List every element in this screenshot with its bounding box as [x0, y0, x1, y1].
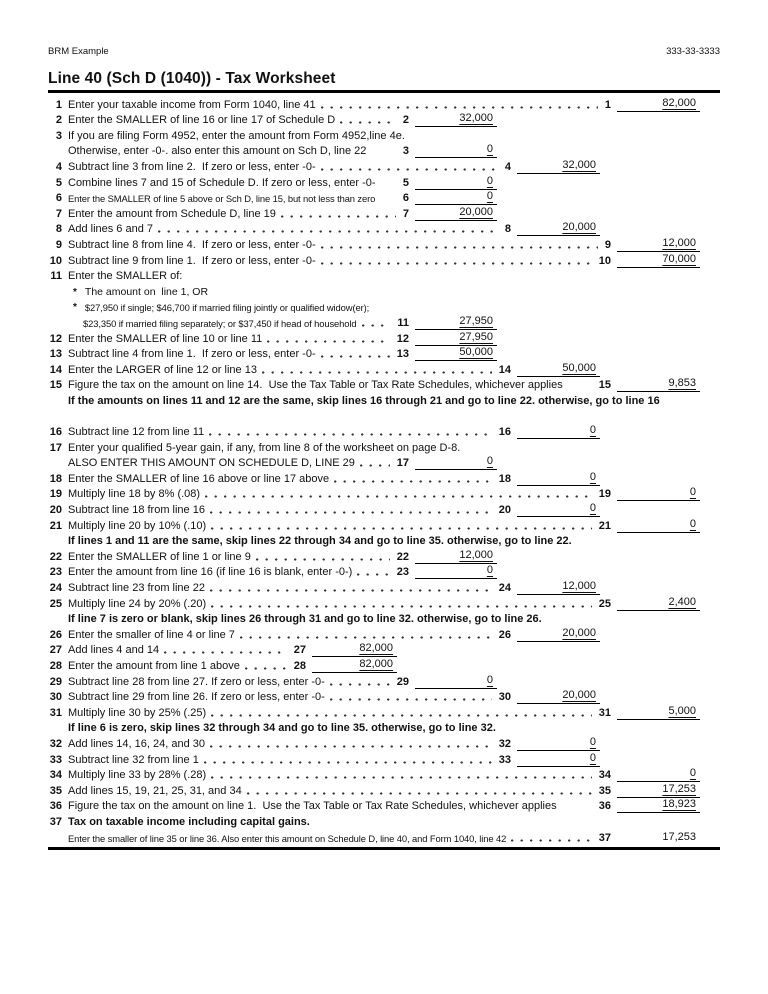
line-text: Tax on taxable income including capital gains.: [68, 815, 310, 828]
line-marker: 15: [598, 379, 611, 392]
dot-leader: [362, 324, 391, 327]
line-number: 37: [49, 815, 62, 828]
dot-leader: [360, 464, 390, 467]
amount-field: [415, 331, 497, 346]
line-text: Subtract line 12 from line 11: [68, 426, 205, 439]
worksheet-line-33: [48, 751, 720, 767]
instruction-note: [48, 720, 720, 736]
worksheet-line-32: [48, 735, 720, 751]
line-text: Subtract line 28 from line 27. If zero or less, enter -0-: [68, 675, 325, 688]
amount-field: [617, 97, 700, 112]
worksheet-line-17: [48, 439, 720, 455]
worksheet-line-16: [48, 423, 720, 439]
line-number: 26: [49, 628, 62, 641]
line-text: Enter the amount from line 1 above: [68, 659, 240, 672]
worksheet-line-12: [48, 330, 720, 346]
line-text: Multiply line 30 by 25% (.25): [68, 706, 207, 719]
worksheet-line-8: [48, 221, 720, 237]
dot-leader: [321, 246, 598, 249]
line-marker: 36: [598, 800, 611, 813]
amount-value: 20,000: [459, 205, 493, 218]
amount-field: [517, 736, 600, 751]
line-number: 35: [49, 784, 62, 797]
dot-leader: [357, 573, 389, 576]
amount-value: 0: [589, 735, 596, 748]
worksheet-line-7: [48, 205, 720, 221]
dot-leader: [245, 667, 287, 670]
dot-leader: [334, 480, 492, 483]
amount-value: 0: [689, 767, 696, 780]
dot-leader: [321, 355, 390, 358]
amount-value: 12,000: [662, 236, 696, 249]
note-text: If line 6 is zero, skip lines 32 through 34 and go to line 35. otherwise, go to line 32.: [68, 722, 496, 735]
bullet-star: *: [73, 302, 77, 314]
amount-field: [415, 175, 497, 190]
line-number: 19: [49, 488, 62, 501]
line-number: 5: [55, 176, 62, 189]
line-marker: 35: [598, 784, 611, 797]
dot-leader: [211, 776, 592, 779]
amount-value: 0: [486, 673, 493, 686]
amount-value: 27,950: [459, 330, 493, 343]
dot-leader: [164, 651, 287, 654]
dot-leader: [321, 262, 592, 265]
line-marker: 30: [498, 691, 511, 704]
worksheet-line-37: [48, 813, 720, 829]
line-text: Subtract line 4 from line 1. If zero or less, enter -0-: [68, 348, 316, 361]
line-number: 14: [49, 363, 62, 376]
amount-value: 70,000: [662, 252, 696, 265]
line-number: 32: [49, 737, 62, 750]
amount-value: 0: [589, 751, 596, 764]
amount-value: 82,000: [359, 657, 393, 670]
amount-field: [617, 783, 700, 798]
amount-value: 12,000: [562, 580, 596, 592]
amount-value: 17,253: [662, 782, 696, 795]
amount-value: 0: [486, 174, 493, 187]
line-number: 28: [49, 659, 62, 672]
line-text: ALSO ENTER THIS AMOUNT ON SCHEDULE D, LINE 29: [68, 457, 355, 470]
line-text: Add lines 14, 16, 24, and 30: [68, 737, 205, 750]
worksheet-line-1: [48, 96, 720, 112]
dot-leader: [209, 433, 492, 436]
line-text: Enter the SMALLER of line 5 above or Sch D, line 15, but not less than zero: [68, 193, 376, 205]
line-marker: 5: [402, 176, 409, 189]
amount-value: 17,253: [662, 830, 696, 843]
worksheet-line-5: [48, 174, 720, 190]
worksheet-line-10: [48, 252, 720, 268]
worksheet-line-28: [48, 657, 720, 673]
worksheet-line-30: [48, 689, 720, 705]
line-marker: 8: [504, 223, 511, 236]
line-text: Subtract line 18 from line 16: [68, 504, 205, 517]
row-spacer: [48, 408, 720, 424]
line-text: Subtract line 32 from line 1: [68, 753, 199, 766]
line-marker: 34: [598, 769, 611, 782]
line-number: 21: [49, 519, 62, 532]
line-marker: 22: [396, 550, 409, 563]
line-text: Multiply line 24 by 20% (.20): [68, 597, 207, 610]
note-text: If lines 1 and 11 are the same, skip lines 22 through 34 and go to line 35. otherwise, go to line 22.: [68, 535, 572, 548]
line-marker: 7: [402, 207, 409, 220]
line-text: If you are filing Form 4952, enter the amount from Form 4952,line 4e.: [68, 129, 405, 142]
worksheet-subline: [48, 314, 720, 330]
amount-field: [617, 831, 700, 845]
worksheet-line-3: [48, 127, 720, 143]
line-number: 16: [49, 426, 62, 439]
line-marker: 17: [396, 457, 409, 470]
worksheet-subline: [48, 283, 720, 299]
worksheet-line-24: [48, 579, 720, 595]
line-marker: 24: [498, 582, 511, 594]
amount-value: 5,000: [668, 704, 696, 717]
line-number: 12: [49, 332, 62, 345]
line-text: Enter your taxable income from Form 1040, line 41: [68, 98, 316, 111]
line-number: 29: [49, 675, 62, 688]
line-marker: 27: [293, 644, 306, 657]
note-text: If line 7 is zero or blank, skip lines 26 through 31 and go to line 32. otherwise, go to line 26.: [68, 613, 542, 626]
line-marker: 1: [604, 98, 611, 111]
line-marker: 25: [598, 597, 611, 610]
amount-value: 0: [486, 143, 493, 156]
worksheet-line-23: [48, 564, 720, 580]
line-number: 33: [49, 753, 62, 766]
amount-value: 0: [486, 455, 493, 468]
worksheet-line-4: [48, 158, 720, 174]
worksheet-line-2: [48, 112, 720, 128]
line-number: 9: [55, 238, 62, 251]
worksheet-line-11: [48, 268, 720, 284]
amount-value: 0: [589, 424, 596, 437]
line-marker: 32: [498, 737, 511, 750]
amount-field: [617, 798, 700, 813]
dot-leader: [211, 605, 592, 608]
line-text: The amount on line 1, OR: [84, 285, 209, 298]
amount-field: [617, 705, 700, 720]
amount-field: [617, 237, 700, 252]
line-number: 7: [55, 207, 62, 220]
amount-value: 32,000: [459, 112, 493, 125]
amount-value: 0: [486, 564, 493, 577]
line-marker: 28: [293, 659, 306, 672]
line-text: Enter the SMALLER of line 1 or line 9: [68, 550, 251, 563]
dot-leader: [340, 121, 396, 124]
line-text: Combine lines 7 and 15 of Schedule D. If zero or less, enter -0-: [68, 176, 376, 189]
dot-leader: [240, 636, 492, 639]
line-text: Subtract line 8 from line 4. If zero or less, enter -0-: [68, 238, 316, 251]
line-text: Otherwise, enter -0-. also enter this amount on Sch D, line 22: [68, 145, 367, 158]
dot-leader: [330, 683, 390, 686]
dot-leader: [281, 215, 396, 218]
amount-field: [517, 471, 600, 486]
amount-field: [517, 159, 600, 174]
line-marker: 12: [396, 332, 409, 345]
amount-field: [415, 206, 497, 221]
amount-value: 0: [689, 517, 696, 530]
dot-leader: [204, 761, 492, 764]
dot-leader: [256, 558, 390, 561]
instruction-note: [48, 392, 720, 408]
amount-field: [617, 377, 700, 392]
line-marker: 33: [498, 753, 511, 766]
line-number: 13: [49, 348, 62, 361]
amount-field: [415, 564, 497, 579]
amount-value: 0: [589, 470, 596, 483]
dot-leader: [205, 495, 592, 498]
page-content: [48, 0, 720, 850]
amount-field: [415, 455, 497, 470]
dot-leader: [267, 340, 390, 343]
line-text: Enter the SMALLER of line 10 or line 11: [68, 332, 263, 345]
line-text: $23,350 if married filing separately; or $37,450 if head of household: [83, 317, 357, 329]
taxpayer-name: BRM Example: [48, 46, 109, 57]
amount-field: [517, 627, 600, 642]
worksheet-subline: [48, 143, 720, 159]
line-marker: 23: [396, 566, 409, 579]
line-text: Subtract line 3 from line 2. If zero or less, enter -0-: [68, 160, 316, 173]
amount-field: [617, 518, 700, 533]
amount-value: 50,000: [562, 361, 596, 374]
line-marker: 6: [402, 192, 409, 205]
line-number: 31: [49, 706, 62, 719]
worksheet-subline: [48, 455, 720, 471]
line-number: 23: [49, 566, 62, 579]
line-marker: 26: [498, 628, 511, 641]
worksheet-line-15: [48, 377, 720, 393]
amount-value: 82,000: [662, 96, 696, 109]
worksheet-rows: [48, 96, 720, 845]
amount-field: [517, 752, 600, 767]
worksheet-line-19: [48, 486, 720, 502]
line-number: 8: [55, 223, 62, 236]
amount-value: 0: [589, 502, 596, 515]
worksheet-title: Line 40 (Sch D (1040)) - Tax Worksheet: [48, 70, 720, 93]
line-number: 4: [55, 160, 62, 173]
amount-value: 20,000: [562, 626, 596, 639]
amount-field: [415, 674, 497, 689]
line-text: Enter the SMALLER of line 16 above or line 17 above: [68, 472, 330, 485]
line-marker: 3: [402, 145, 409, 158]
amount-field: [617, 596, 700, 611]
line-number: 6: [55, 192, 62, 205]
dot-leader: [210, 745, 492, 748]
line-number: 17: [49, 441, 62, 454]
amount-value: 27,950: [459, 314, 493, 327]
worksheet-line-25: [48, 595, 720, 611]
line-text: Enter the amount from line 16 (if line 16 is blank, enter -0-): [68, 566, 353, 579]
line-marker: 9: [604, 238, 611, 251]
amount-field: [415, 143, 497, 158]
line-marker: 10: [598, 254, 611, 267]
worksheet-line-20: [48, 501, 720, 517]
amount-value: 9,853: [668, 377, 696, 390]
line-marker: 13: [396, 348, 409, 361]
worksheet-subline: [48, 299, 720, 315]
amount-field: [517, 502, 600, 517]
amount-value: 18,923: [662, 798, 696, 811]
line-marker: 4: [504, 160, 511, 173]
worksheet-line-18: [48, 470, 720, 486]
amount-field: [415, 315, 497, 330]
amount-field: [617, 486, 700, 501]
line-marker: 18: [498, 472, 511, 485]
worksheet-line-26: [48, 626, 720, 642]
amount-value: 20,000: [562, 221, 596, 234]
amount-value: 82,000: [359, 642, 393, 655]
line-number: 2: [55, 114, 62, 127]
line-number: 24: [49, 582, 62, 594]
amount-field: [415, 190, 497, 205]
dot-leader: [210, 511, 492, 514]
bullet-star: *: [73, 286, 77, 298]
worksheet-line-9: [48, 236, 720, 252]
taxpayer-ssn: 333-33-3333: [666, 46, 720, 57]
line-number: 20: [49, 504, 62, 517]
line-number: 34: [49, 769, 62, 782]
line-text: $27,950 if single; $46,700 if married filing jointly or qualified widow(er);: [84, 302, 370, 314]
line-number: 25: [49, 597, 62, 610]
line-text: Add lines 4 and 14: [68, 644, 160, 657]
line-number: 27: [49, 644, 62, 657]
worksheet-line-14: [48, 361, 720, 377]
line-number: 30: [49, 691, 62, 704]
dot-leader: [211, 714, 592, 717]
line-number: 22: [49, 550, 62, 563]
line-number: 15: [49, 379, 62, 392]
line-marker: 11: [397, 316, 409, 329]
amount-field: [517, 221, 600, 236]
worksheet-line-29: [48, 673, 720, 689]
amount-field: [517, 424, 600, 439]
line-text: Figure the tax on the amount on line 14. Use the Tax Table or Tax Rate Schedules, whichever applies: [68, 379, 563, 392]
line-marker: 2: [402, 114, 409, 127]
note-text: If the amounts on lines 11 and 12 are the same, skip lines 16 through 21 and go to line 22. otherwise, go to line 16: [68, 394, 660, 407]
worksheet-line-35: [48, 782, 720, 798]
amount-field: [312, 642, 397, 657]
line-number: 11: [50, 270, 62, 283]
worksheet-line-22: [48, 548, 720, 564]
amount-field: [312, 658, 397, 673]
line-marker: 37: [598, 831, 611, 844]
line-text: Enter the amount from Schedule D, line 19: [68, 207, 276, 220]
line-marker: 14: [498, 363, 511, 376]
amount-value: 20,000: [562, 689, 596, 702]
dot-leader: [321, 106, 598, 109]
worksheet-line-21: [48, 517, 720, 533]
line-number: 3: [55, 129, 62, 142]
line-marker: 16: [498, 426, 511, 439]
line-marker: 21: [598, 519, 611, 532]
amount-field: [415, 549, 497, 564]
amount-field: [617, 253, 700, 268]
dot-leader: [511, 839, 592, 842]
line-text: Enter the smaller of line 35 or line 36. Also enter this amount on Schedule D, line 40, and Form 1040, line 42: [68, 832, 507, 844]
amount-value: 50,000: [459, 346, 493, 359]
worksheet-line-6: [48, 190, 720, 206]
worksheet-line-36: [48, 798, 720, 814]
line-marker: 19: [598, 488, 611, 501]
instruction-note: [48, 611, 720, 627]
line-text: Multiply line 20 by 10% (.10): [68, 519, 207, 532]
dot-leader: [211, 527, 592, 530]
amount-field: [415, 346, 497, 361]
line-marker: 31: [598, 706, 611, 719]
worksheet-line-13: [48, 346, 720, 362]
amount-field: [517, 362, 600, 377]
line-number: 36: [49, 800, 62, 813]
line-text: Add lines 6 and 7: [68, 223, 154, 236]
line-text: Subtract line 9 from line 1. If zero or less, enter -0-: [68, 254, 316, 267]
dot-leader: [210, 589, 492, 592]
dot-leader: [158, 230, 498, 233]
amount-value: 0: [689, 486, 696, 499]
line-text: Enter the smaller of line 4 or line 7: [68, 628, 235, 641]
line-marker: 29: [396, 675, 409, 688]
line-number: 10: [49, 254, 62, 267]
dot-leader: [247, 792, 592, 795]
amount-value: 0: [486, 190, 493, 203]
line-text: Enter the SMALLER of:: [68, 270, 183, 283]
line-text: Subtract line 29 from line 26. If zero or less, enter -0-: [68, 691, 325, 704]
amount-value: 2,400: [668, 595, 696, 608]
line-text: Multiply line 33 by 28% (.28): [68, 769, 207, 782]
dot-leader: [262, 371, 492, 374]
line-text: Enter the LARGER of line 12 or line 13: [68, 363, 257, 376]
dot-leader: [330, 698, 492, 701]
worksheet-line-31: [48, 704, 720, 720]
line-number: 1: [55, 98, 62, 111]
amount-value: 12,000: [459, 548, 493, 561]
worksheet-line-27: [48, 642, 720, 658]
dot-leader: [321, 168, 498, 171]
worksheet-subline: [48, 829, 720, 845]
line-text: Multiply line 18 by 8% (.08): [68, 488, 201, 501]
amount-field: [517, 689, 600, 704]
line-marker: 20: [498, 504, 511, 517]
page-header: [48, 0, 720, 58]
amount-field: [517, 580, 600, 595]
amount-value: 32,000: [562, 158, 596, 171]
line-text: Subtract line 23 from line 22: [68, 582, 205, 594]
amount-field: [617, 767, 700, 782]
line-number: 18: [49, 472, 62, 485]
amount-field: [415, 112, 497, 127]
bottom-rule: [48, 847, 720, 850]
line-text: Enter the SMALLER of line 16 or line 17 of Schedule D: [68, 114, 336, 127]
line-text: Add lines 15, 19, 21, 25, 31, and 34: [68, 784, 242, 797]
line-text: Enter your qualified 5-year gain, if any, from line 8 of the worksheet on page D-8.: [68, 441, 461, 454]
instruction-note: [48, 533, 720, 549]
worksheet-line-34: [48, 767, 720, 783]
line-text: Figure the tax on the amount on line 1. Use the Tax Table or Tax Rate Schedules, whichever applies: [68, 800, 557, 813]
